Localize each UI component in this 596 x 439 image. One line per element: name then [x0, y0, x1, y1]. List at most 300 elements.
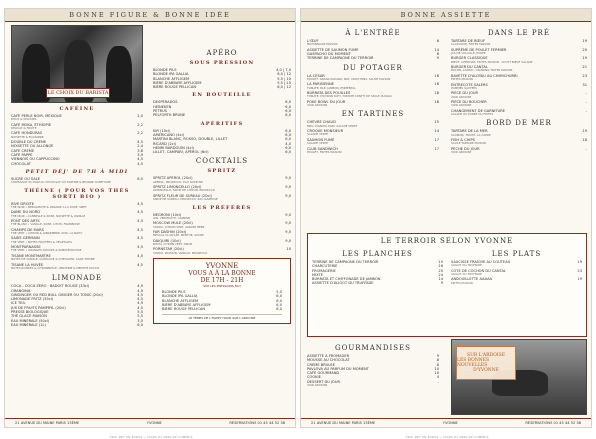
menu-item-price: 4,5 [137, 161, 143, 166]
menu-item-name: LILLET, CAMPARI, APEROL (6cl) [153, 150, 209, 155]
menu-item-name: CHANGEMENT DE GARNITURE [451, 108, 506, 113]
menu-item [451, 91, 587, 95]
menu-item-name: EAU MINÉRALE (50cl) [11, 318, 50, 323]
menu-item-price: 4,0 | 7,0 [276, 68, 291, 72]
menu-item-description: MAYONNAISE MAISON [307, 43, 338, 47]
menu-item-price: - [585, 108, 587, 113]
cafeine-list [11, 114, 143, 166]
bouteille-list [153, 100, 291, 117]
menu-item-price: 9,0 [285, 221, 291, 226]
menu-item-description: FRITES MAISON [451, 281, 473, 285]
plats-column [451, 247, 582, 286]
menu-item-price: 9 [440, 281, 443, 286]
petit-dej-list [11, 177, 143, 185]
menu-item [153, 85, 291, 89]
menu-item-price: 19 [582, 129, 587, 134]
menu-item-price: 8 [436, 358, 439, 363]
plats-list [451, 260, 582, 285]
aperitifs-list [153, 129, 291, 155]
menu-item-name: ASSIETTE D'ALIGOT DU TRUFFADE [312, 281, 374, 286]
menu-item-price: 16 [434, 82, 439, 87]
menu-item-name: GASPACHO DU MOMENT [307, 52, 351, 56]
menu-item-description: VOIR ARDOISE [451, 104, 472, 108]
menu-item-price: 9,0 [285, 193, 291, 198]
menu-item-description: FRITES MAISON [451, 78, 473, 82]
happy-title-1: YVONNE [205, 262, 239, 271]
menu-item-price: 5,5 | 10 [277, 76, 291, 81]
menu-item-name: HENRI BARDOUIN (4cl) [153, 145, 194, 150]
menu-item [11, 162, 143, 166]
right-footer-address: 21 AVENUE DU MAINE PARIS 15ÈME [311, 421, 376, 425]
mer-list [451, 129, 587, 154]
entree-title: À L'ENTRÉE [345, 29, 401, 37]
menu-item-description: DOUX & VELOURS [11, 118, 37, 122]
menu-item-name: CAFÉ PERLÉ NOIR, MEXIQUE [11, 114, 62, 118]
menu-item-price: 4,5 [137, 201, 143, 206]
menu-item-name: DESSERT DU JOUR [307, 379, 340, 384]
menu-item-name: TARTARE DE LA MER [451, 129, 488, 134]
menu-item-price: 6,0 [276, 307, 282, 312]
menu-item-name: TISANE LA HUVÉE [11, 262, 44, 267]
menu-item-price: 4,5 [137, 140, 143, 145]
menu-item-name: BIÈRE ROUGE PELLICAN [162, 307, 206, 312]
menu-item-name: ICE TEA [11, 301, 25, 306]
menu-item-price: 9 [436, 354, 439, 358]
menu-item-description: APEROL, PROSECCO, EAU GAZEUSE [153, 180, 204, 184]
menu-item-price: 6,0 | 12 [277, 85, 291, 90]
menu-item-price: 19 [577, 260, 582, 264]
menu-item-description: MIEL, PIGNON, PAIN, SALADE VERTE [307, 124, 358, 128]
menu-item-price: 18 [582, 138, 587, 143]
menu-item-price: 4,5 [137, 297, 143, 302]
menu-item-name: BURGER CLASSIQUE [451, 56, 488, 61]
apero-title: APÉRO [206, 49, 238, 57]
menu-item-description: CROISSANT OU PAIN AU CHOCOLAT OU TARTINE & BEURRE CONFITURE [11, 181, 111, 185]
menu-item [307, 56, 439, 60]
menu-item-name: BIÈRE D'ABBAYE AFFLIGEM [153, 80, 202, 85]
menu-item-price: 9 [436, 56, 439, 61]
terroir-title: LE TERROIR SELON YVONNE [380, 237, 514, 245]
pression-title: SOUS PRESSION [189, 60, 255, 66]
right-menu-panel [300, 8, 592, 428]
right-banner-text: BONNE ASSIETTE [400, 11, 492, 19]
potager-list [307, 74, 439, 108]
menu-item-description: ALIGOT OU TRUFFADE [451, 273, 482, 276]
mer-title: BORD DE MER [486, 119, 552, 128]
menu-item-description: SALADE OU PURÉE OU FRITES [451, 112, 494, 116]
menu-item-name: LIMONADE FRITZ (33cl) [11, 297, 54, 302]
menu-item-name: CAFÉ PAPPÉ [11, 153, 33, 157]
menu-item-description: JUS DE VOLAILLE, PURÉE [451, 52, 486, 55]
menu-item-name: BLONDE PILS [153, 68, 177, 72]
menu-item-price: 2,2 [137, 122, 143, 127]
barista-title: LE CHOIX DU BARISTA [47, 90, 109, 96]
menu-item-price: 2,2 [137, 131, 143, 136]
menu-item-name: MOUSSE AU CHOCOLAT [307, 358, 350, 363]
right-footer-brand: YVONNE [442, 421, 458, 425]
menu-item-price: 16 [434, 73, 439, 78]
menu-item-description: THÉ VERT • CITRON & GINGEMBRE, KIWI, LA NATIV [11, 232, 83, 235]
menu-item-name: VIENNOIS OU CAPPUCCINO [11, 157, 60, 162]
gourmandises-list [307, 354, 439, 387]
menu-item-name: COCA - COCA ZÉRO · BADOIT ROUGE (33cl) [11, 284, 90, 289]
menu-item-price: 6,0 [285, 100, 291, 105]
menu-item-price: 4,5 [137, 227, 143, 232]
cafeine-title: CAFÉINE [59, 106, 95, 112]
menu-item-price: 9,0 [285, 185, 291, 190]
menu-item-description: VOIR ARDOISE [451, 151, 472, 155]
menu-item-description: POMMES SAUTÉES [451, 86, 477, 90]
menu-item [153, 150, 291, 154]
menu-item-name: AMERICANO (4cl) [153, 132, 185, 137]
tartines-list [307, 120, 439, 154]
menu-item-price: 4,5 [137, 245, 143, 250]
menu-item-description: VOIR ARDOISE [307, 104, 328, 107]
menu-item-description: BACON, CANTAL, OIGNONS, FRITES MAISON [451, 69, 513, 73]
menu-item-price: 8,0 [285, 132, 291, 137]
menu-item-price: 6,0 [276, 294, 282, 299]
menu-item-price: 10 [434, 366, 439, 371]
menu-item [153, 113, 291, 117]
menu-item-name: PÊCHE DU JOUR [451, 146, 480, 151]
menu-item-price: 4,9 [137, 301, 143, 306]
menu-item-price: 6,5 [137, 176, 143, 181]
planches-column [312, 247, 443, 286]
spritz-list [153, 176, 291, 201]
menu-item-name: PRESSE BIOLOGIQUE [11, 310, 49, 314]
menu-item-name: CÔTE DE COCHON DU CANTAL [451, 268, 506, 273]
menu-item-price: 6,0 | 12 [277, 72, 291, 77]
menu-item-price: 3,9 [137, 153, 143, 157]
terroir-box [307, 233, 587, 337]
menu-item-name: THÉ GLACÉ MAISON [11, 314, 47, 319]
gourmandises-title: GOURMANDISES [335, 344, 411, 352]
menu-item [312, 281, 443, 285]
menu-item-name: JUS DE FRUITS PAMPRYL (20cl) [11, 305, 66, 310]
menu-item-name: BLANCHE AFFLIGEM [162, 298, 199, 303]
menu-item-name: ANDOUILLETTE AAAAA [451, 277, 493, 282]
menu-item-name: FISH & CHIPS [451, 138, 475, 143]
menu-item-price: 3,8 [137, 148, 143, 153]
menu-item-description: POULET, FRITES MAISON [307, 150, 342, 154]
menu-item-price: 2,4 [137, 144, 143, 149]
menu-item-name: BURRATA DES POUILLES [307, 91, 351, 95]
menu-item-price: - [437, 379, 439, 384]
right-footer-phone: RÉSERVATIONS 01 45 44 52 38 [525, 421, 581, 425]
menu-item-price: 6,0 [285, 145, 291, 150]
right-banner [301, 9, 591, 22]
menu-item-name: TERRINE DE CAMPAGNE DU TERROIR [312, 260, 379, 264]
menu-item-price: 6,0 [285, 109, 291, 114]
menu-item-description: THÉ NOIR • CANNELLE & ROSE, NOISETTE & VANILLE [11, 214, 86, 218]
menu-item-price: 4,5 [137, 305, 143, 310]
tartines-title: EN TARTINES [341, 110, 405, 119]
theine-title: THÉINE ( POUR VOS THÉS SORTI BIO ) [24, 187, 130, 200]
limonade-title: LIMONADE [51, 274, 103, 283]
left-footer [5, 418, 295, 425]
menu-item-description: RHUM, CITRON VERT, SIROP [153, 242, 193, 246]
menu-item-name: RICARD (2cl) [153, 141, 176, 146]
menu-item-name: MONTPARNASSE [11, 245, 41, 250]
menu-item-name: MARTINI BLANC, ROSSO, DOUBLE, LILLET [153, 137, 228, 142]
menu-item-name: SUPRÊME DE POULET FERMIER [451, 47, 507, 52]
menu-item-price: 6 [436, 39, 439, 43]
menu-item-price: 4,5 [137, 219, 143, 223]
left-footer-address: 21 AVENUE DU MAINE PARIS 15ÈME [15, 421, 80, 425]
menu-item-name: TARTARE DE BŒUF [451, 39, 486, 43]
menu-item-name: SPRITZ APÉROL (20cl) [153, 176, 193, 181]
menu-item-name: HEINEKEN [153, 104, 172, 109]
menu-item-price: 15 [438, 260, 443, 264]
barista-photo [11, 25, 143, 103]
menu-item-name: EAU MINÉRALE (1L) [11, 322, 46, 327]
menu-item-price: 17 [434, 146, 439, 151]
drinks-column [11, 25, 143, 327]
menu-item [451, 100, 587, 104]
menu-item-name: PORNSTAR (20cl) [153, 247, 184, 252]
plats-title: LES PLATS [491, 250, 542, 258]
left-credit: PRIX NET EN EUROS • TAXES ET SERVICE COMPRIS [110, 436, 193, 439]
left-banner [5, 9, 295, 22]
menu-item-description: BŒUF, CHEDDAR, FRITES MAISON · OUI ET BŒUF SALADE [451, 60, 533, 64]
happy-title-2: VOUS A À LA BONNE [188, 270, 256, 278]
cow-photo [451, 339, 587, 415]
preferes-list [153, 213, 291, 256]
right-credit: PRIX NET EN EUROS • TAXES ET SERVICE COMPRIS [406, 436, 489, 439]
menu-item-price: 6,0 [276, 298, 282, 303]
menu-item-price: 10 [434, 371, 439, 376]
menu-item-name: LA CÉSAR [307, 73, 325, 78]
menu-item-price: 4,5 [137, 157, 143, 162]
left-menu-panel [4, 8, 296, 428]
happy-hour-box [153, 258, 291, 323]
menu-item-price: 4,5 [137, 253, 143, 258]
menu-item-name: PIÈCE DU BOUCHER [451, 99, 487, 104]
menu-item-price: 5,5 [137, 314, 143, 319]
menu-item-description: POULET, GRANA PADANO, BLÉ, CROÛTONS, SAUCE MAISON [307, 77, 391, 81]
menu-item-price: - [585, 91, 587, 96]
menu-item-name: CHARCUTERIE [312, 264, 338, 269]
menu-item-description: MESCAL OU RHUM, MENTHE, SUCRE [153, 234, 204, 238]
menu-item-description: LIMONCELLO, SIROP DE CITRON, PROSECCO [153, 189, 215, 193]
happy-subtitle: SUR LES PRESSIONS 50cl [203, 284, 241, 289]
menu-item-name: DAME DU NORD [11, 210, 40, 215]
menu-item-price: 6,0 [285, 150, 291, 155]
menu-item-price: 4,0 [285, 141, 291, 146]
menu-item-description: NOTES RONDES & CITRONNELLE, VERVEINE & MENTHE DOUCE [11, 266, 100, 270]
apero-column [153, 25, 291, 324]
starters-column [307, 25, 439, 155]
menu-item-name: MIXTE [312, 272, 324, 277]
menu-item-price: 3,5 [137, 318, 143, 323]
menu-item-name: CROQUE MONSIEUR [307, 129, 344, 134]
menu-item-description: SALADE VERTE [307, 142, 328, 146]
left-footer-brand: YVONNE [146, 421, 162, 425]
menu-item-name: PIÈCE DU JOUR [451, 91, 478, 96]
menu-item-price: 9,0 [285, 238, 291, 243]
entree-list [307, 39, 439, 61]
menu-item-description: ALIGOT OU TRUFFADE [451, 264, 482, 268]
right-footer [301, 418, 591, 425]
menu-item-description: GIN, VERMOUTH, CAMPARI [153, 216, 191, 220]
menu-item-description: TOMATE, BLÉ, JAMBON, EMMENTAL [307, 86, 356, 90]
menu-item-price: 4,5 [137, 236, 143, 241]
menu-item-price: 10 [286, 247, 291, 252]
menu-item-name: NOISETTE OU ALLONGÉ [11, 144, 54, 149]
menu-item-price: - [585, 146, 587, 151]
menu-item-name: CAFÉ HONDURAS [11, 131, 43, 136]
menu-item-description: THÉ VERT • ORANGES DOUCES & PAMPLEMOUSSE [11, 249, 82, 253]
menu-item-name: BIÈRE ROUGE PELLICAN [153, 85, 197, 90]
menu-item-name: DOUBLE DU CRÈME [11, 140, 47, 145]
menu-item-name: CAFÉ CRÈME [11, 148, 35, 153]
menu-item-price: 6,0 [276, 302, 282, 307]
menu-item-description: VODKA, PASSION, VANILLE, PROSECCO [153, 251, 208, 255]
menu-item-price: 6,0 [285, 137, 291, 142]
menu-item-name: CRÈME BRÛLÉE [307, 362, 335, 367]
menu-item-price: 5,5 [137, 310, 143, 314]
menu-item-price: 24 [438, 272, 443, 277]
menu-item-price: - [585, 99, 587, 104]
menu-item-name: TERRINE DE CAMPAGNE DU TERROIR [307, 56, 374, 61]
menu-item-name: BAVETTE D'ALOYAU AU CHIMICHURRI [451, 73, 518, 78]
pre-list [451, 39, 587, 116]
pression-list [153, 68, 291, 89]
menu-item-name: CLUB SANDWICH [307, 146, 338, 151]
menu-item-price: 14 [434, 129, 439, 134]
aperitifs-title: APÉRITIFS [200, 120, 244, 127]
planches-title: LES PLANCHES [342, 250, 413, 258]
menu-item-name: RIVE DROITE [11, 201, 35, 206]
happy-title-3: DE 17H - 21H [200, 277, 244, 285]
menu-item-description: THÉ VERT • NOTES FRUITÉES & VÉGÉTALES [11, 240, 72, 244]
menu-item-name: DAIQUIRI (10cl) [153, 238, 181, 243]
menu-item-price: 4,9 [137, 288, 143, 293]
left-banner-text: BONNE FIGURE & BONNE IDÉE [69, 11, 231, 19]
menu-item-description: SALADE VERTE [307, 133, 328, 137]
menu-item-price: 23 [577, 268, 582, 273]
menu-item-description: NOTES DE VANILLE, GUIMAUVE & CHEVALIER, SANS THÉINE [11, 258, 95, 262]
menu-item-name: ENTRECÔTE SALERS [451, 82, 488, 87]
menu-item-price: 9,0 [285, 212, 291, 217]
barista-label [46, 88, 110, 98]
menu-item-name: SUCRÉ OU SALÉ [11, 176, 41, 181]
menu-item-name: MOSCOW MULE (20cl) [153, 221, 193, 226]
spritz-title: SPRITZ [207, 168, 237, 175]
menu-item-name: BURGER DU CANTAL [451, 65, 488, 70]
menu-item-name: BURRATA ET CHIFFONADE DE JAMBON [312, 277, 381, 282]
menu-item-name: CAFÉ MOKA, ÉTHIOPIE [11, 122, 51, 127]
menu-item-price: 20 [582, 47, 587, 52]
menu-item-name: CHOCOLAT [11, 161, 31, 166]
menu-item-name: NÉGRONI (10cl) [153, 212, 182, 217]
menu-item-name: SPRITZ FLEUR DE SUREAU (20cl) [153, 193, 212, 198]
happy-list [162, 290, 282, 311]
menu-item [11, 323, 143, 327]
menu-item-price: 18 [434, 99, 439, 104]
menu-item-name: BIÈRE D'ABBAYE AFFLIGEM [162, 302, 211, 307]
menu-item-name: FAR DASHIN (20cl) [153, 229, 187, 234]
menu-item-description: TOMATE, POIVRON ROTI, TOMATE CONFIT DE SICILE, BASILIC [307, 95, 393, 99]
menu-item-name: SAUCISSE FRAÎCHE AU COUTEAU [451, 260, 511, 264]
menu-item-name: BLONDE IPA GALLIA [162, 294, 198, 299]
ardoise-line-3: D'YVONNE [473, 368, 499, 373]
menu-item-name: DESPERADOS [153, 100, 178, 105]
menu-item-name: L'ŒUF [307, 39, 319, 43]
menu-item-description: VODKA, CITRON VERT, GINGER BEER [153, 225, 205, 229]
desserts-column [307, 341, 439, 388]
menu-item-price: 17 [434, 137, 439, 142]
menu-item-price: 5,0 [276, 290, 282, 295]
menu-item-name: PELFORTH BRUNE [153, 113, 186, 118]
menu-item-price: 21 [582, 65, 587, 70]
menu-item-price: 19 [582, 39, 587, 43]
limonade-list [11, 284, 143, 327]
menu-item-price: 6,0 [285, 113, 291, 118]
menu-item-name: BLONDE PILS [162, 290, 186, 295]
menu-item-price: 18 [434, 91, 439, 95]
cocktails-title: COCKTAILS [195, 157, 249, 166]
menu-item-name: ASSIETTE À FROMAGER [307, 354, 350, 358]
menu-item-price: 4 [436, 375, 439, 380]
menu-item-name: PÉTRUS [153, 109, 168, 114]
theine-list [11, 202, 143, 271]
menu-item-name: BLONDE IPA GALLIA [153, 72, 189, 77]
menu-item-price: 19 [582, 56, 587, 61]
menu-item-name: KIR (10cl) [153, 128, 171, 133]
petit-dej-title: PETIT DÉJ' DE 7H À MIDI [25, 168, 129, 175]
menu-item-name: PAVLOVA AU PARFUM DU MOMENT [307, 366, 369, 371]
menu-item-name: TISANE MONTMARTRE [11, 253, 51, 258]
menu-item-description: THÉ BLANC • VANILLE, ROSE, LITCHI, FRAMBOISE [11, 223, 80, 227]
menu-item-price: 9,0 [285, 229, 291, 234]
menu-item-name: COOKIE [307, 375, 321, 380]
menu-item-description: CLASSIQUE, FRITES MAISON [451, 43, 491, 47]
menu-item-price: 15 [434, 120, 439, 125]
menu-item-name: SPRITZ LIMONCELLO (20cl) [153, 185, 202, 190]
menu-item-price: 8 [436, 362, 439, 367]
menu-item-price: 4,5 [137, 262, 143, 267]
menu-item-name: PONT DES ARTS [11, 219, 40, 223]
planches-list [312, 260, 443, 286]
menu-item-price: 23 [582, 73, 587, 78]
menu-item-price: 4,5 [137, 292, 143, 297]
menu-item-name: ORANGINA [11, 288, 31, 293]
menu-item-price: 5,5 | 10 [277, 80, 291, 85]
menu-item-description: VOIR ARDOISE [451, 95, 472, 99]
menu-item-price: 31 [582, 82, 587, 87]
menu-item-description: SIROP DE SUREAU, PROSECCO, EAU GAZEUSE [153, 198, 218, 202]
menu-item-name: GINGINGER OU RED BULL GINGER OU TONIC (20cl) [11, 292, 103, 297]
menu-item-price: 14 [438, 277, 443, 282]
menu-item-price: 14 [434, 47, 439, 52]
menu-item-price: 2,0 [137, 114, 143, 118]
ardoise-line-2: LES BONNES NOUVELLES [457, 358, 490, 368]
menu-item-description: THÉ NOIR • BERGAMOTE & ORANGE À LA RUSE, SMPT [11, 205, 87, 209]
menu-item-price: 19 [577, 277, 582, 282]
menu-item-name: SAINT-GERMAIN [11, 236, 40, 241]
menu-item-price: 20 [438, 268, 443, 273]
menu-item-price: 4,9 [137, 284, 143, 289]
menu-item-price: 9,0 [285, 176, 291, 181]
preferes-title: LES PRÉFÉRÉS [192, 204, 252, 211]
menu-item-name: FROMAGERIE [312, 268, 336, 273]
menu-item-name: CAFÉ GOURMAND [307, 371, 340, 376]
menu-item-name: BLANCHE AFFLIGEM [153, 76, 190, 81]
menu-item [451, 147, 587, 151]
ardoise-line-1: SUR L'ARDOISE [467, 353, 505, 358]
bouteille-title: EN BOUTEILLE [192, 92, 252, 99]
